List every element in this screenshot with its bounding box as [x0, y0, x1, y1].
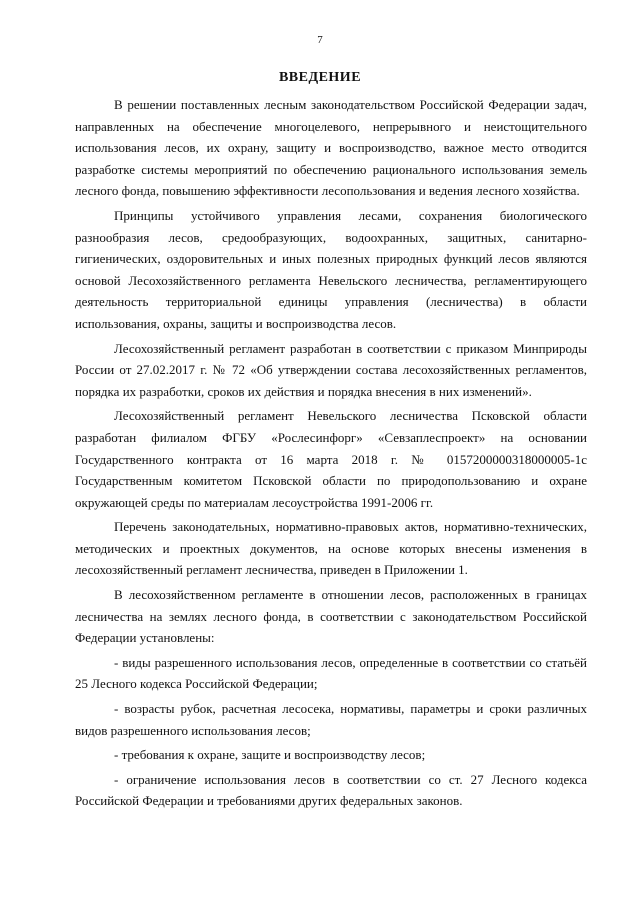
- section-title: ВВЕДЕНИЕ: [278, 70, 362, 85]
- paragraph-established: В лесохозяйственном регламенте в отношении лесов, расположенных в границах лесничества на землях лесного фонда, в соответствии с законодательством Российской Федерации установлены:: [75, 587, 587, 646]
- list-item: - виды разрешенного использования лесов, определенные в соответствии со статьёй 25 Лесного кодекса Российской Федерации;: [75, 654, 587, 692]
- paragraph-appendix: Перечень законодательных, нормативно-правовых актов, нормативно-технических, методических и проектных документов, на основе которых внесены изменения в лесохозяйственный регламент лесничества, приведен в Приложении 1.: [75, 519, 587, 578]
- paragraph-intro: В решении поставленных лесным законодательством Российской Федерации задач, направленных на обеспечение многоцелевого, непрерывного и неистощительного использования лесов, их охрану, защиту и воспроизводство, важное место отводится разработке системы мероприятий по обеспечению рационального использования земель лесного фонда, повышению эффективности лесопользования и ведения лесного хозяйства.: [75, 97, 587, 199]
- page-number: 7: [317, 34, 323, 46]
- paragraph-developer: Лесохозяйственный регламент Невельского лесничества Псковской области разработан филиалом ФГБУ «Рослесинфорг» «Севзаплеспроект» на основании Государственного контракта от 16 марта 2018 г. № 0157200000318000005-1с Государственным комитетом Псковской области по природопользованию и охране окружающей среды по материалам лесоустройства 1991-2006 гг.: [75, 408, 587, 510]
- list-item: - возрасты рубок, расчетная лесосека, нормативы, параметры и сроки различных видов разрешенного использования лесов;: [75, 701, 587, 738]
- list-item: - ограничение использования лесов в соответствии со ст. 27 Лесного кодекса Российской Федерации и требованиями других федеральных законов.: [75, 771, 587, 809]
- paragraph-order: Лесохозяйственный регламент разработан в соответствии с приказом Минприроды России от 27.02.2017 г. № 72 «Об утверждении состава лесохозяйственных регламентов, порядка их разработки, сроков их действия и порядка внесения в них изменений».: [75, 340, 587, 399]
- paragraph-principles: Принципы устойчивого управления лесами, сохранения биологического разнообразия лесов, средообразующих, водоохранных, защитных, санитарно-гигиенических, оздоровительных и иных полезных природных функций лесов являются основой Лесохозяйственного регламента Невельского лесничества, регламентирующего деятельность территориальной единицы управления (лесничества) в области использования, охраны, защиты и воспроизводства лесов.: [75, 207, 587, 331]
- document-body: [75, 94, 587, 815]
- list-item: - требования к охране, защите и воспроизводству лесов;: [114, 747, 426, 763]
